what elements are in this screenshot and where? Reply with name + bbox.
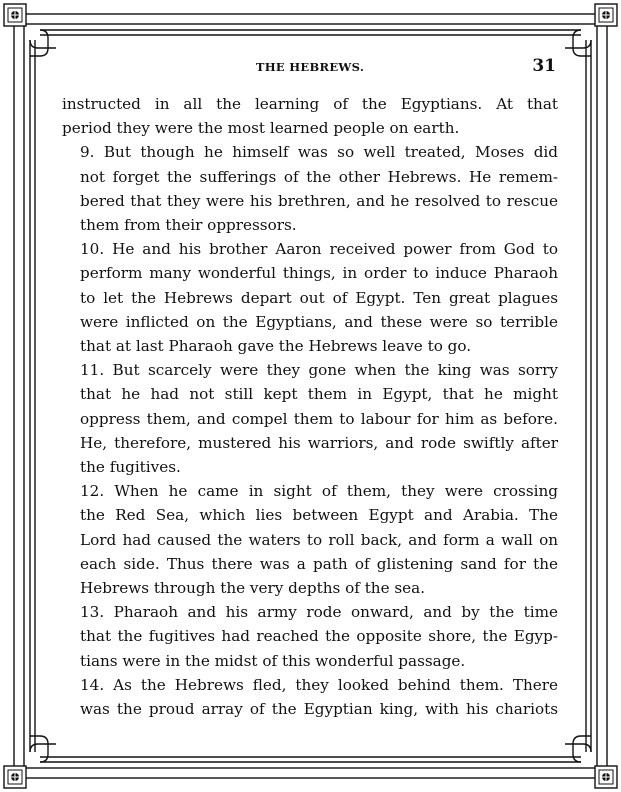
paragraph	[62, 358, 558, 479]
text-line: to let the Hebrews depart out of Egypt. Ten great plagues	[80, 288, 558, 307]
running-title: THE HEBREWS.	[255, 60, 365, 74]
body-text	[62, 92, 558, 721]
text-line: Lord had caused the waters to roll back, and form a wall on	[80, 530, 558, 549]
text-line: were inflicted on the Egyptians, and these were so terrible	[80, 312, 558, 331]
paragraph	[62, 479, 558, 600]
text-line: was the proud array of the Egyptian king, with his chariots	[80, 700, 558, 719]
paragraph	[62, 237, 558, 358]
paragraph	[62, 140, 558, 237]
text-line: 14. As the Hebrews fled, they looked behind them. There	[80, 675, 558, 694]
text-line: 10. He and his brother Aaron received power from God to	[80, 240, 558, 259]
text-line: Hebrews through the very depths of the sea.	[80, 579, 426, 598]
text-line: the Red Sea, which lies between Egypt and Arabia. The	[80, 506, 558, 525]
text-line: each side. Thus there was a path of glistening sand for the	[80, 554, 558, 573]
text-line: 9. But though he himself was so well treated, Moses did	[80, 143, 558, 162]
text-line: them from their oppressors.	[80, 216, 297, 235]
page-number: 31	[532, 56, 556, 76]
text-line: period they were the most learned people on earth.	[62, 119, 460, 138]
text-line: 12. When he came in sight of them, they were crossing	[80, 482, 558, 501]
corner-ornament-top-right-icon	[595, 4, 617, 26]
corner-ornament-bottom-right-icon	[595, 766, 617, 788]
text-line: 13. Pharaoh and his army rode onward, and by the time	[80, 603, 558, 622]
text-line: perform many wonderful things, in order to induce Pharaoh	[80, 264, 558, 283]
text-line: instructed in all the learning of the Egyptians. At that	[62, 95, 558, 113]
page-header	[60, 56, 560, 80]
text-line: not forget the sufferings of the other Hebrews. He remem-	[80, 167, 558, 186]
text-line: oppress them, and compel them to labour for him as before.	[80, 409, 558, 428]
corner-ornament-top-left-icon	[4, 4, 26, 26]
paragraph	[62, 673, 558, 721]
text-line: that the fugitives had reached the opposite shore, the Egyp-	[80, 627, 558, 646]
corner-ornament-bottom-left-icon	[4, 766, 26, 788]
text-line: He, therefore, mustered his warriors, and rode swiftly after	[80, 433, 558, 452]
text-line: that he had not still kept them in Egypt, that he might	[80, 385, 558, 404]
text-line: bered that they were his brethren, and he resolved to rescue	[80, 191, 558, 210]
text-line: tians were in the midst of this wonderful passage.	[80, 651, 466, 670]
text-line: that at last Pharaoh gave the Hebrews leave to go.	[80, 337, 472, 356]
text-line: the fugitives.	[80, 458, 181, 477]
paragraph	[62, 92, 558, 140]
text-line: 11. But scarcely were they gone when the king was sorry	[80, 361, 558, 380]
paragraph	[62, 600, 558, 673]
